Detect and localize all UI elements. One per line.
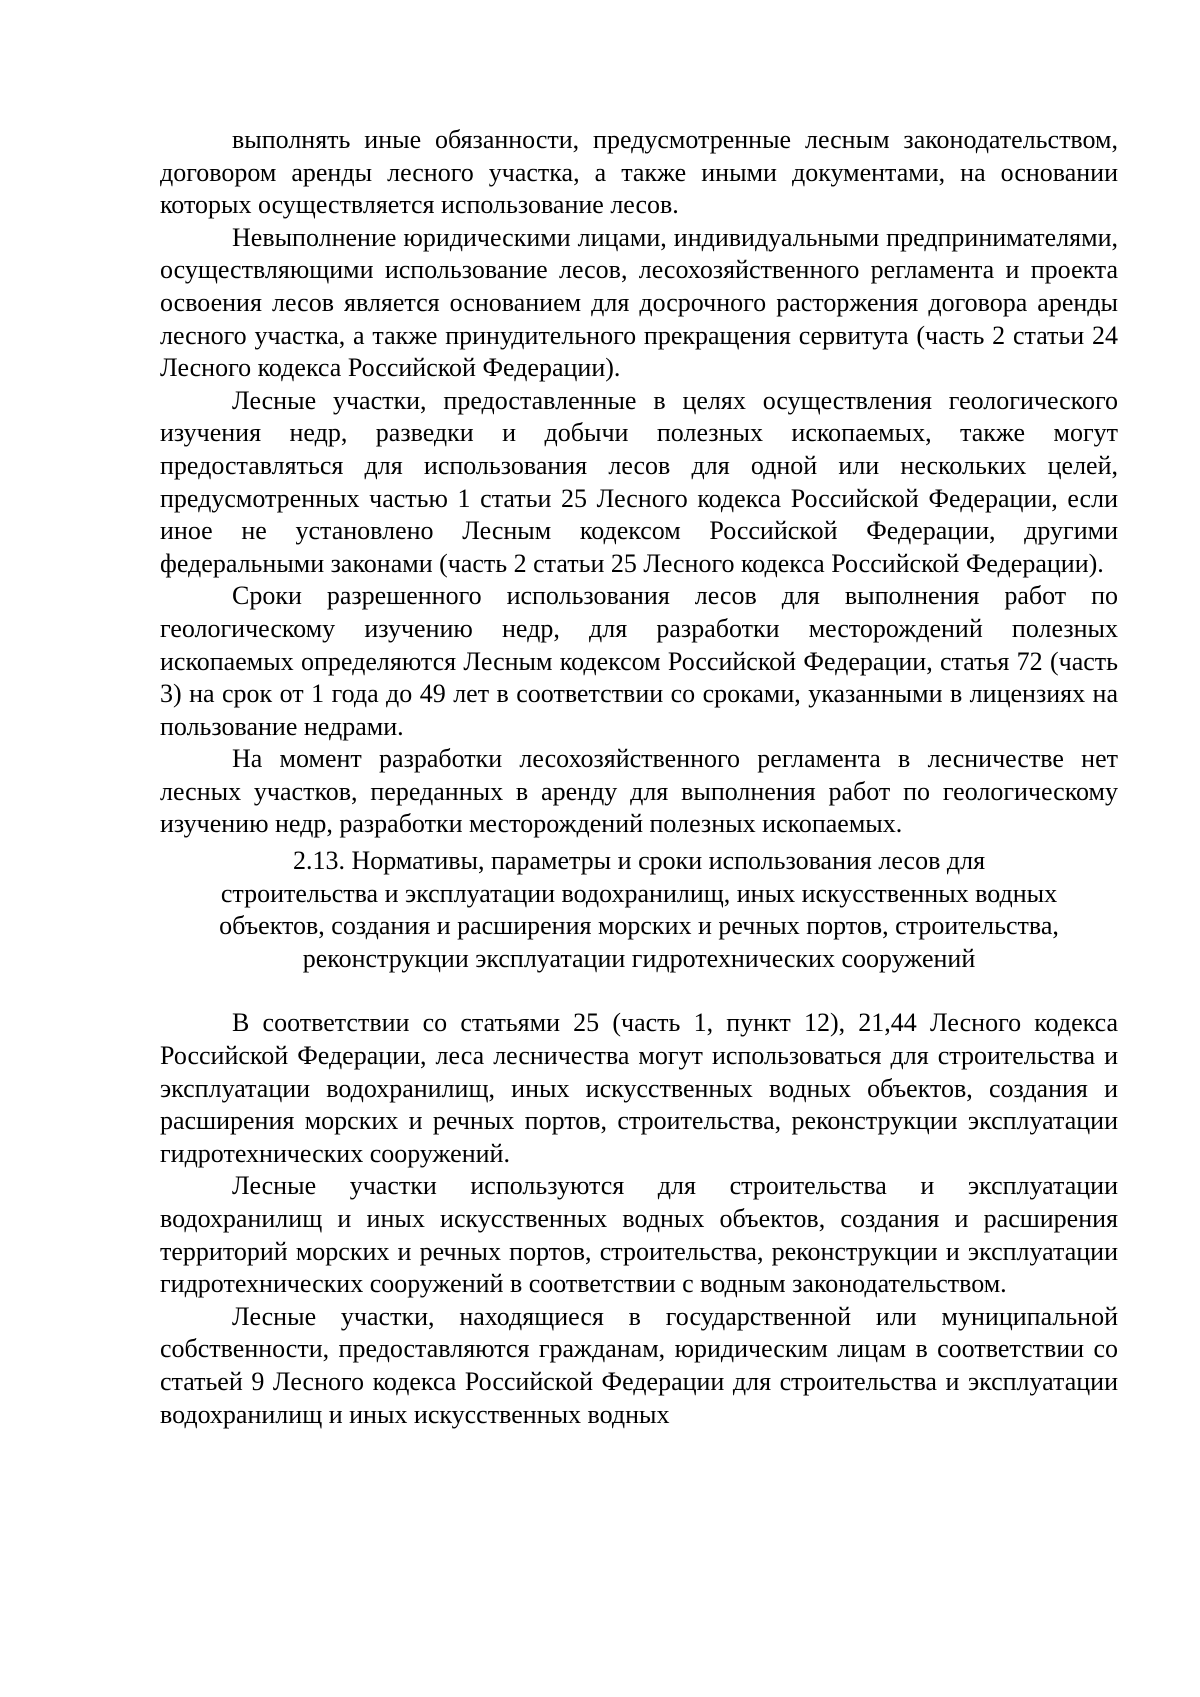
section-heading-line: строительства и эксплуатации водохранилищ, иных искусственных водных	[220, 878, 1058, 908]
paragraph-geological-plots: Лесные участки, предоставленные в целях осуществления геологического изучения недр, разведки и добычи полезных ископаемых, также могут предоставляться для использования лесов для одной или нескольких целей, предусмотренных частью 1 статьи 25 Лесного кодекса Российской Федерации, если иное не установлено Лесным кодексом Российской Федерации, другими федеральными законами (часть 2 статьи 25 Лесного кодекса Российской Федерации).	[160, 385, 1118, 578]
paragraph-non-fulfillment: Невыполнение юридическими лицами, индивидуальными предпринимателями, осуществляющими использование лесов, лесохозяйственного регламента и проекта освоения лесов является основанием для досрочного расторжения договора аренды лесного участка, а также принудительного прекращения сервитута (часть 2 статьи 24 Лесного кодекса Российской Федерации).	[160, 222, 1118, 383]
paragraph-ownership: Лесные участки, находящиеся в государственной или муниципальной собственности, предоставляются гражданам, юридическим лицам в соответствии со статьей 9 Лесного кодекса Российской Федерации для строительства и эксплуатации водохранилищ и иных искусственных водных	[160, 1301, 1118, 1429]
section-heading	[160, 845, 1118, 975]
paragraph-obligations: выполнять иные обязанности, предусмотренные лесным законодательством, договором аренды лесного участка, а также иными документами, на основании которых осуществляется использование лесов.	[160, 125, 1118, 220]
paragraph-usage-terms: Сроки разрешенного использования лесов для выполнения работ по геологическому изучению недр, для разработки месторождений полезных ископаемых определяются Лесным кодексом Российской Федерации, статья 72 (часть 3) на срок от 1 года до 49 лет в соответствии со сроками, указанными в лицензиях на пользование недрами.	[160, 581, 1118, 741]
spacer	[160, 975, 1118, 1007]
section-heading-line: реконструкции эксплуатации гидротехнических сооружений	[302, 943, 976, 973]
document-body	[160, 124, 1118, 1431]
paragraph-articles-reference: В соответствии со статьями 25 (часть 1, пункт 12), 21,44 Лесного кодекса Российской Федерации, леса лесничества могут использоваться для строительства и эксплуатации водохранилищ, иных искусственных водных объектов, создания и расширения морских и речных портов, строительства, реконструкции эксплуатации гидротехнических сооружений.	[160, 1008, 1118, 1168]
section-heading-line: объектов, создания и расширения морских и речных портов, строительства,	[219, 911, 1059, 941]
paragraph-plot-usage: Лесные участки используются для строительства и эксплуатации водохранилищ и иных искусственных водных объектов, создания и расширения территорий морских и речных портов, строительства, реконструкции и эксплуатации гидротехнических сооружений в соответствии с водным законодательством.	[160, 1171, 1118, 1299]
section-heading-line: 2.13. Нормативы, параметры и сроки использования лесов для	[292, 846, 986, 876]
paragraph-current-status: На момент разработки лесохозяйственного регламента в лесничестве нет лесных участков, переданных в аренду для выполнения работ по геологическому изучению недр, разработки месторождений полезных ископаемых.	[160, 744, 1118, 839]
